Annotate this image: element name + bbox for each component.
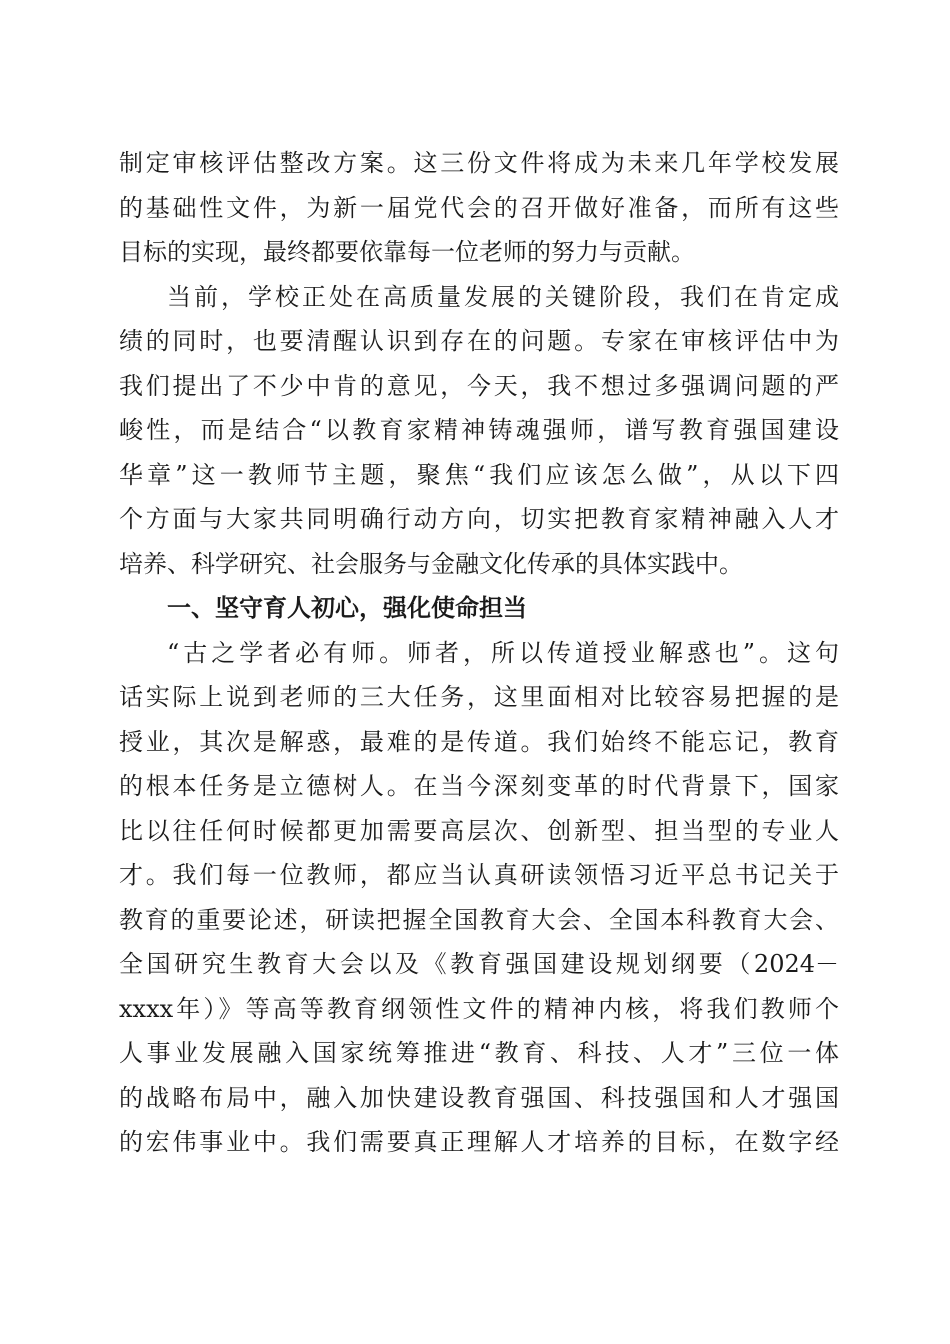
text-line: 绩的同时，也要清醒认识到存在的问题。专家在审核评估中为 — [119, 327, 839, 355]
text-line: xxxx年）》等高等教育纲领性文件的精神内核，将我们教师个 — [119, 994, 839, 1023]
text-line: 的战略布局中，融入加快建设教育强国、科技强国和人才强国 — [119, 1083, 839, 1112]
text-line: 华章”这一教师节主题，聚焦“我们应该怎么做”，从以下四 — [119, 460, 839, 489]
text-line: 话实际上说到老师的三大任务，这里面相对比较容易把握的是 — [119, 683, 839, 711]
text-line: 个方面与大家共同明确行动方向，切实把教育家精神融入人才 — [119, 505, 839, 533]
text-line: 制定审核评估整改方案。这三份文件将成为未来几年学校发展 — [119, 149, 839, 177]
text-line: 的宏伟事业中。我们需要真正理解人才培养的目标，在数字经 — [119, 1128, 839, 1156]
text-line: 当前，学校正处在高质量发展的关键阶段，我们在肯定成 — [167, 282, 839, 311]
text-line: 教育的重要论述，研读把握全国教育大会、全国本科教育大会、 — [119, 905, 839, 934]
text-line: 人事业发展融入国家统筹推进“教育、科技、人才”三位一体 — [119, 1039, 839, 1067]
text-line: 才。我们每一位教师，都应当认真研读领悟习近平总书记关于 — [119, 861, 839, 889]
text-line: 峻性，而是结合“以教育家精神铸魂强师，谱写教育强国建设 — [119, 416, 839, 444]
section-heading: 一、坚守育人初心，强化使命担当 — [167, 594, 527, 622]
text-line: 我们提出了不少中肯的意见，今天，我不想过多强调问题的严 — [119, 371, 839, 400]
text-line: “古之学者必有师。师者，所以传道授业解惑也”。这句 — [167, 638, 839, 667]
text-line: 培养、科学研究、社会服务与金融文化传承的具体实践中。 — [119, 549, 743, 578]
text-line: 授业，其次是解惑，最难的是传道。我们始终不能忘记，教育 — [119, 727, 839, 756]
text-line: 的根本任务是立德树人。在当今深刻变革的时代背景下，国家 — [119, 772, 839, 800]
text-line: 比以往任何时候都更加需要高层次、创新型、担当型的专业人 — [119, 816, 839, 845]
text-line: 的基础性文件，为新一届党代会的召开做好准备，而所有这些 — [119, 193, 839, 222]
text-line: 全国研究生教育大会以及《教育强国建设规划纲要（2024－ — [119, 950, 839, 978]
document-body — [119, 141, 839, 1165]
text-line: 目标的实现，最终都要依靠每一位老师的努力与贡献。 — [119, 238, 695, 266]
